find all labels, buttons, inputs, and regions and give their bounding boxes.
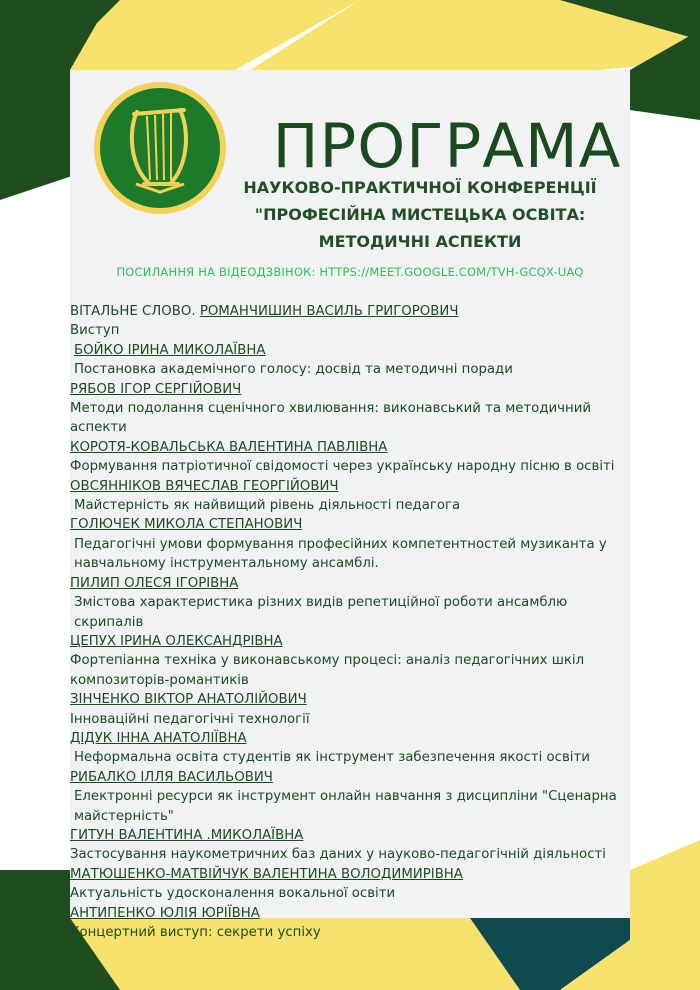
talk-topic: Формування патріотичної свідомості через українську народну пісню в освіті bbox=[70, 459, 615, 475]
talk-speaker[interactable]: МАТЮШЕНКО-МАТВІЙЧУК ВАЛЕНТИНА ВОЛОДИМИРІВНА bbox=[70, 866, 463, 882]
video-call-link[interactable]: ПОСИЛАННЯ НА ВІДЕОДЗВІНОК: HTTPS://MEET.GOOGLE.COM/TVH-GCQX-UAQ bbox=[116, 265, 584, 279]
section-label: Виступ bbox=[70, 323, 120, 339]
talk-speaker[interactable]: РЯБОВ ІГОР СЕРГІЙОВИЧ bbox=[70, 381, 242, 397]
subtitle-line-3: МЕТОДИЧНІ АСПЕКТИ bbox=[318, 232, 522, 251]
talk-speaker-row bbox=[70, 438, 640, 457]
talk-speaker-row bbox=[70, 729, 640, 748]
talk-speaker[interactable]: РИБАЛКО ІЛЛЯ ВАСИЛЬОВИЧ bbox=[70, 769, 273, 785]
talk-speaker-row bbox=[70, 341, 640, 360]
talk-topic: Постановка академічного голосу: досвід та методичні поради bbox=[74, 362, 513, 378]
talk-speaker[interactable]: ОВСЯННІКОВ ВЯЧЕСЛАВ ГЕОРГІЙОВИЧ bbox=[70, 478, 339, 494]
talk-speaker[interactable]: ГИТУН ВАЛЕНТИНА .МИКОЛАЇВНА bbox=[70, 827, 304, 843]
talk-topic: Застосування наукометричних баз даних у науково-педагогічній діяльності bbox=[70, 847, 606, 863]
talk-speaker-row bbox=[70, 768, 640, 787]
talk-speaker[interactable]: БОЙКО ІРИНА МИКОЛАЇВНА bbox=[74, 342, 266, 358]
talks-list bbox=[70, 341, 640, 943]
talk-speaker[interactable]: ДІДУК ІННА АНАТОЛІЇВНА bbox=[70, 730, 247, 746]
talk-topic: Інноваційні педагогічні технології bbox=[70, 711, 310, 727]
talk-topic: Педагогічні умови формування професійних компетентностей музиканта у навчальному інструментальному ансамблі. bbox=[74, 536, 607, 572]
talk-speaker-row bbox=[70, 515, 640, 534]
talk-speaker[interactable]: ПИЛИП ОЛЕСЯ ІГОРІВНА bbox=[70, 575, 239, 591]
subtitle-line-1: НАУКОВО-ПРАКТИЧНОЇ КОНФЕРЕНЦІЇ bbox=[243, 178, 597, 197]
talk-topic: Методи подолання сценічного хвилювання: виконавський та методичний аспекти bbox=[70, 401, 591, 436]
opening-line bbox=[70, 302, 640, 321]
talk-speaker[interactable]: ЗІНЧЕНКО ВІКТОР АНАТОЛІЙОВИЧ bbox=[70, 692, 307, 708]
talk-topic: Неформальна освіта студентів як інструмент забезпечення якості освіти bbox=[74, 750, 590, 766]
talk-topic: Електронні ресурси як інструмент онлайн навчання з дисципліни "Сценарна майстерність" bbox=[74, 789, 617, 824]
subtitle-line-2: "ПРОФЕСІЙНА МИСТЕЦЬКА ОСВІТА: bbox=[254, 205, 586, 224]
talk-topic: Актуальність удосконалення вокальної освіти bbox=[70, 886, 396, 902]
talk-speaker[interactable]: АНТИПЕНКО ЮЛІЯ ЮРІЇВНА bbox=[70, 905, 260, 921]
talk-speaker-row bbox=[70, 904, 640, 923]
talk-speaker-row bbox=[70, 865, 640, 884]
talk-topic: Фортепіанна техніка у виконавському процесі: аналіз педагогічних шкіл композиторів-романтиків bbox=[70, 653, 585, 688]
page-title: ПРОГРАМА bbox=[272, 111, 622, 182]
talk-topic: Майстерність як найвищий рівень діяльності педагога bbox=[74, 498, 461, 514]
talk-speaker-row bbox=[70, 690, 640, 709]
opening-speaker[interactable]: РОМАНЧИШИН ВАСИЛЬ ГРИГОРОВИЧ bbox=[199, 304, 459, 319]
lyre-emblem-icon bbox=[92, 80, 228, 216]
conference-subtitle bbox=[220, 174, 620, 255]
talk-speaker-row bbox=[70, 826, 640, 845]
talk-speaker[interactable]: КОРОТЯ-КОВАЛЬСЬКА ВАЛЕНТИНА ПАВЛІВНА bbox=[70, 439, 388, 455]
talk-speaker[interactable]: ЦЕПУХ ІРИНА ОЛЕКСАНДРІВНА bbox=[70, 633, 283, 649]
talk-speaker[interactable]: ГОЛЮЧЕК МИКОЛА СТЕПАНОВИЧ bbox=[70, 517, 303, 533]
talk-topic: Змістова характеристика різних видів репетиційної роботи ансамблю скрипалів bbox=[74, 595, 568, 630]
program-list bbox=[70, 302, 640, 942]
talk-speaker-row bbox=[70, 477, 640, 496]
talk-speaker-row bbox=[70, 380, 640, 399]
talk-speaker-row bbox=[70, 632, 640, 651]
talk-topic: Концертний виступ: секрети успіху bbox=[70, 925, 321, 940]
opening-label: ВІТАЛЬНЕ СЛОВО. bbox=[70, 304, 196, 319]
talk-speaker-row bbox=[70, 574, 640, 593]
